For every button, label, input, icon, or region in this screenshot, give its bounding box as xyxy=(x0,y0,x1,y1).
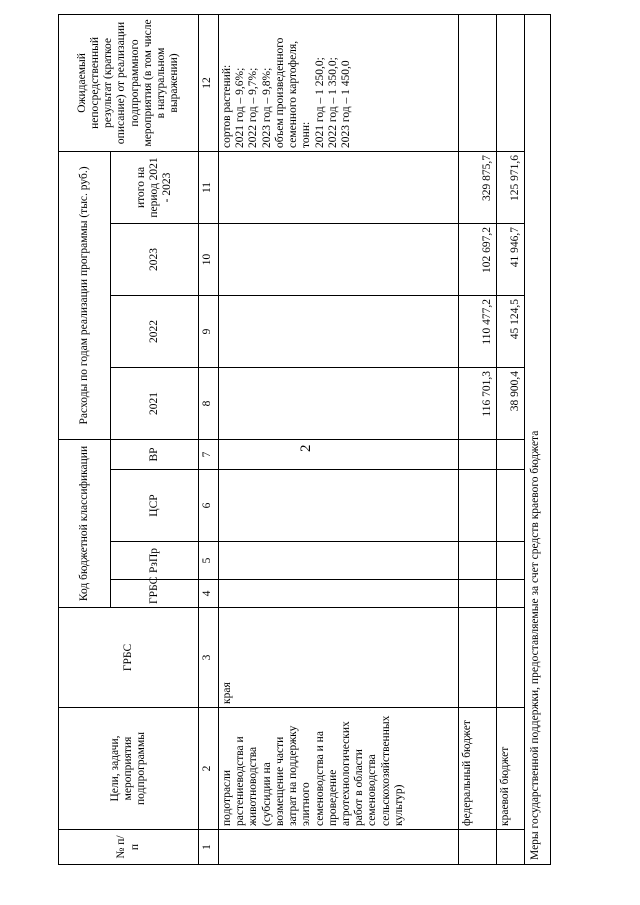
col-number: 8 xyxy=(199,367,219,439)
section-title: Меры государственной поддержки, предоставляемые за счет средств краевого бюджета xyxy=(525,14,551,864)
regional-2022: 45 124,5 xyxy=(497,295,525,367)
regional-budget-label: краевой бюджет xyxy=(497,708,525,830)
col-number: 9 xyxy=(199,295,219,367)
row-result: сортов растений: 2021 год – 9,6%; 2022 год – 9,7%; 2023 год – 9,8%; объем произведенного семенного картофеля, тонн: 2021 год – 1 250,0; 2022 год – 1 350,0; 2023 год – 1 450,0 xyxy=(219,14,459,151)
federal-total: 329 875,7 xyxy=(459,151,497,223)
budget-table xyxy=(58,14,551,865)
col-number: 6 xyxy=(199,470,219,542)
col-number: 1 xyxy=(199,830,219,865)
header-expenses: Расходы по годам реализации программы (тыс. руб.) xyxy=(59,151,111,439)
col-number: 11 xyxy=(199,151,219,223)
col-number: 7 xyxy=(199,439,219,469)
row-grbs: края xyxy=(219,608,459,708)
header-csr: ЦСР xyxy=(111,470,199,542)
header-2022: 2022 xyxy=(111,295,199,367)
federal-2022: 110 477,2 xyxy=(459,295,497,367)
rotated-table-container xyxy=(58,15,578,865)
col-number: 5 xyxy=(199,542,219,580)
table-row xyxy=(219,14,459,864)
regional-2021: 38 900,4 xyxy=(497,367,525,439)
header-expected-result: Ожидаемый непосредственный результат (краткое описание) от реализации подпрограммного мероприятия (в том числе в натуральном выражении) xyxy=(59,14,199,151)
header-budget-classification: Код бюджетной классификации xyxy=(59,439,111,607)
col-number: 3 xyxy=(199,608,219,708)
column-numbers-row xyxy=(199,14,219,864)
col-number: 2 xyxy=(199,708,219,830)
header-2023: 2023 xyxy=(111,223,199,295)
regional-total: 125 971,6 xyxy=(497,151,525,223)
federal-budget-label: федеральный бюджет xyxy=(459,708,497,830)
header-2021: 2021 xyxy=(111,367,199,439)
row-name: подотрасли растениеводства и животноводства (субсидии на возмещение части затрат на поддержку элитного семеноводства и на проведение агротехнологических работ в области семеноводства сельскохозяйственных культур) xyxy=(219,708,459,830)
federal-2023: 102 697,2 xyxy=(459,223,497,295)
table-row xyxy=(459,14,497,864)
header-grbs-code: ГРБС xyxy=(111,580,199,608)
header-vr: ВР xyxy=(111,439,199,469)
regional-2023: 41 946,7 xyxy=(497,223,525,295)
header-grbs: ГРБС xyxy=(59,608,199,708)
col-number: 12 xyxy=(199,14,219,151)
header-number: № п/п xyxy=(59,830,199,865)
header-rzpr: РзПр xyxy=(111,542,199,580)
col-number: 4 xyxy=(199,580,219,608)
page-number: 2 xyxy=(298,444,314,452)
header-total: итого на период 2021 - 2023 xyxy=(111,151,199,223)
header-goals: Цели, задачи, мероприятия подпрограммы xyxy=(59,708,199,830)
table-row xyxy=(497,14,525,864)
federal-2021: 116 701,3 xyxy=(459,367,497,439)
col-number: 10 xyxy=(199,223,219,295)
